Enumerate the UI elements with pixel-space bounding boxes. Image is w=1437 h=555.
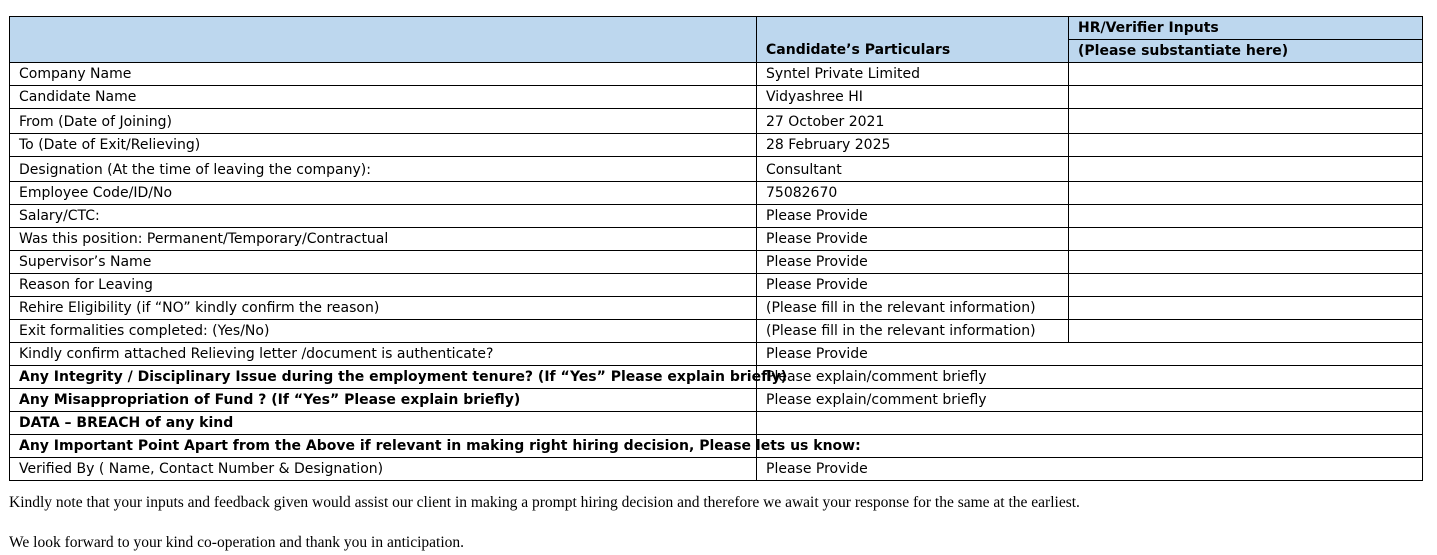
row-value-data-breach[interactable] [757,412,1423,435]
row-value-position-type: Please Provide [757,228,1069,251]
row-label-misappropriation: Any Misappropriation of Fund ? (If “Yes” Please explain briefly) [10,389,757,412]
row-value-company-name: Syntel Private Limited [757,63,1069,86]
header-field-cell [10,17,757,63]
row-label-supervisor-name: Supervisor’s Name [10,251,757,274]
row-label-date-of-exit: To (Date of Exit/Relieving) [10,134,757,157]
row-value-employee-code: 75082670 [757,182,1069,205]
row-hr-input-employee-code[interactable] [1069,182,1423,205]
row-label-date-of-joining: From (Date of Joining) [10,109,757,134]
verification-table [9,16,1423,481]
row-label-position-type: Was this position: Permanent/Temporary/Contractual [10,228,757,251]
row-value-designation: Consultant [757,157,1069,182]
row-hr-input-reason-for-leaving[interactable] [1069,274,1423,297]
row-value-exit-formalities: (Please fill in the relevant information) [757,320,1069,343]
row-label-important-point: Any Important Point Apart from the Above if relevant in making right hiring decision, Please lets us know: [10,435,757,458]
header-candidate-particulars: Candidate’s Particulars [757,17,1069,63]
row-label-candidate-name: Candidate Name [10,86,757,109]
row-label-verified-by: Verified By ( Name, Contact Number & Designation) [10,458,757,481]
row-hr-input-salary[interactable] [1069,205,1423,228]
row-label-reason-for-leaving: Reason for Leaving [10,274,757,297]
row-hr-input-candidate-name[interactable] [1069,86,1423,109]
row-label-relieving-letter: Kindly confirm attached Relieving letter /document is authenticate? [10,343,757,366]
row-hr-input-designation[interactable] [1069,157,1423,182]
row-value-date-of-joining: 27 October 2021 [757,109,1069,134]
row-hr-input-supervisor-name[interactable] [1069,251,1423,274]
footer-note-thanks: We look forward to your kind co-operation and thank you in anticipation. [9,534,465,551]
row-hr-input-date-of-exit[interactable] [1069,134,1423,157]
row-label-integrity-issue: Any Integrity / Disciplinary Issue during the employment tenure? (If “Yes” Please explain briefly) [10,366,757,389]
row-label-company-name: Company Name [10,63,757,86]
row-label-designation: Designation (At the time of leaving the company): [10,157,757,182]
row-hr-input-rehire-eligibility[interactable] [1069,297,1423,320]
row-label-salary: Salary/CTC: [10,205,757,228]
row-hr-input-position-type[interactable] [1069,228,1423,251]
row-value-salary: Please Provide [757,205,1069,228]
row-value-integrity-issue[interactable]: Please explain/comment briefly [757,366,1423,389]
row-hr-input-exit-formalities[interactable] [1069,320,1423,343]
row-label-employee-code: Employee Code/ID/No [10,182,757,205]
row-value-date-of-exit: 28 February 2025 [757,134,1069,157]
row-value-reason-for-leaving: Please Provide [757,274,1069,297]
row-value-supervisor-name: Please Provide [757,251,1069,274]
row-value-candidate-name: Vidyashree HI [757,86,1069,109]
header-hr-verifier-inputs: HR/Verifier Inputs [1069,17,1423,40]
row-value-verified-by[interactable]: Please Provide [757,458,1423,481]
row-label-rehire-eligibility: Rehire Eligibility (if “NO” kindly confirm the reason) [10,297,757,320]
row-label-data-breach: DATA – BREACH of any kind [10,412,757,435]
row-value-rehire-eligibility: (Please fill in the relevant information) [757,297,1069,320]
footer-note-inputs: Kindly note that your inputs and feedback given would assist our client in making a prompt hiring decision and therefore we await your response for the same at the earliest. [9,494,1080,511]
header-please-substantiate: (Please substantiate here) [1069,40,1423,63]
row-label-exit-formalities: Exit formalities completed: (Yes/No) [10,320,757,343]
row-hr-input-date-of-joining[interactable] [1069,109,1423,134]
row-value-misappropriation[interactable]: Please explain/comment briefly [757,389,1423,412]
row-hr-input-company-name[interactable] [1069,63,1423,86]
row-value-relieving-letter[interactable]: Please Provide [757,343,1423,366]
